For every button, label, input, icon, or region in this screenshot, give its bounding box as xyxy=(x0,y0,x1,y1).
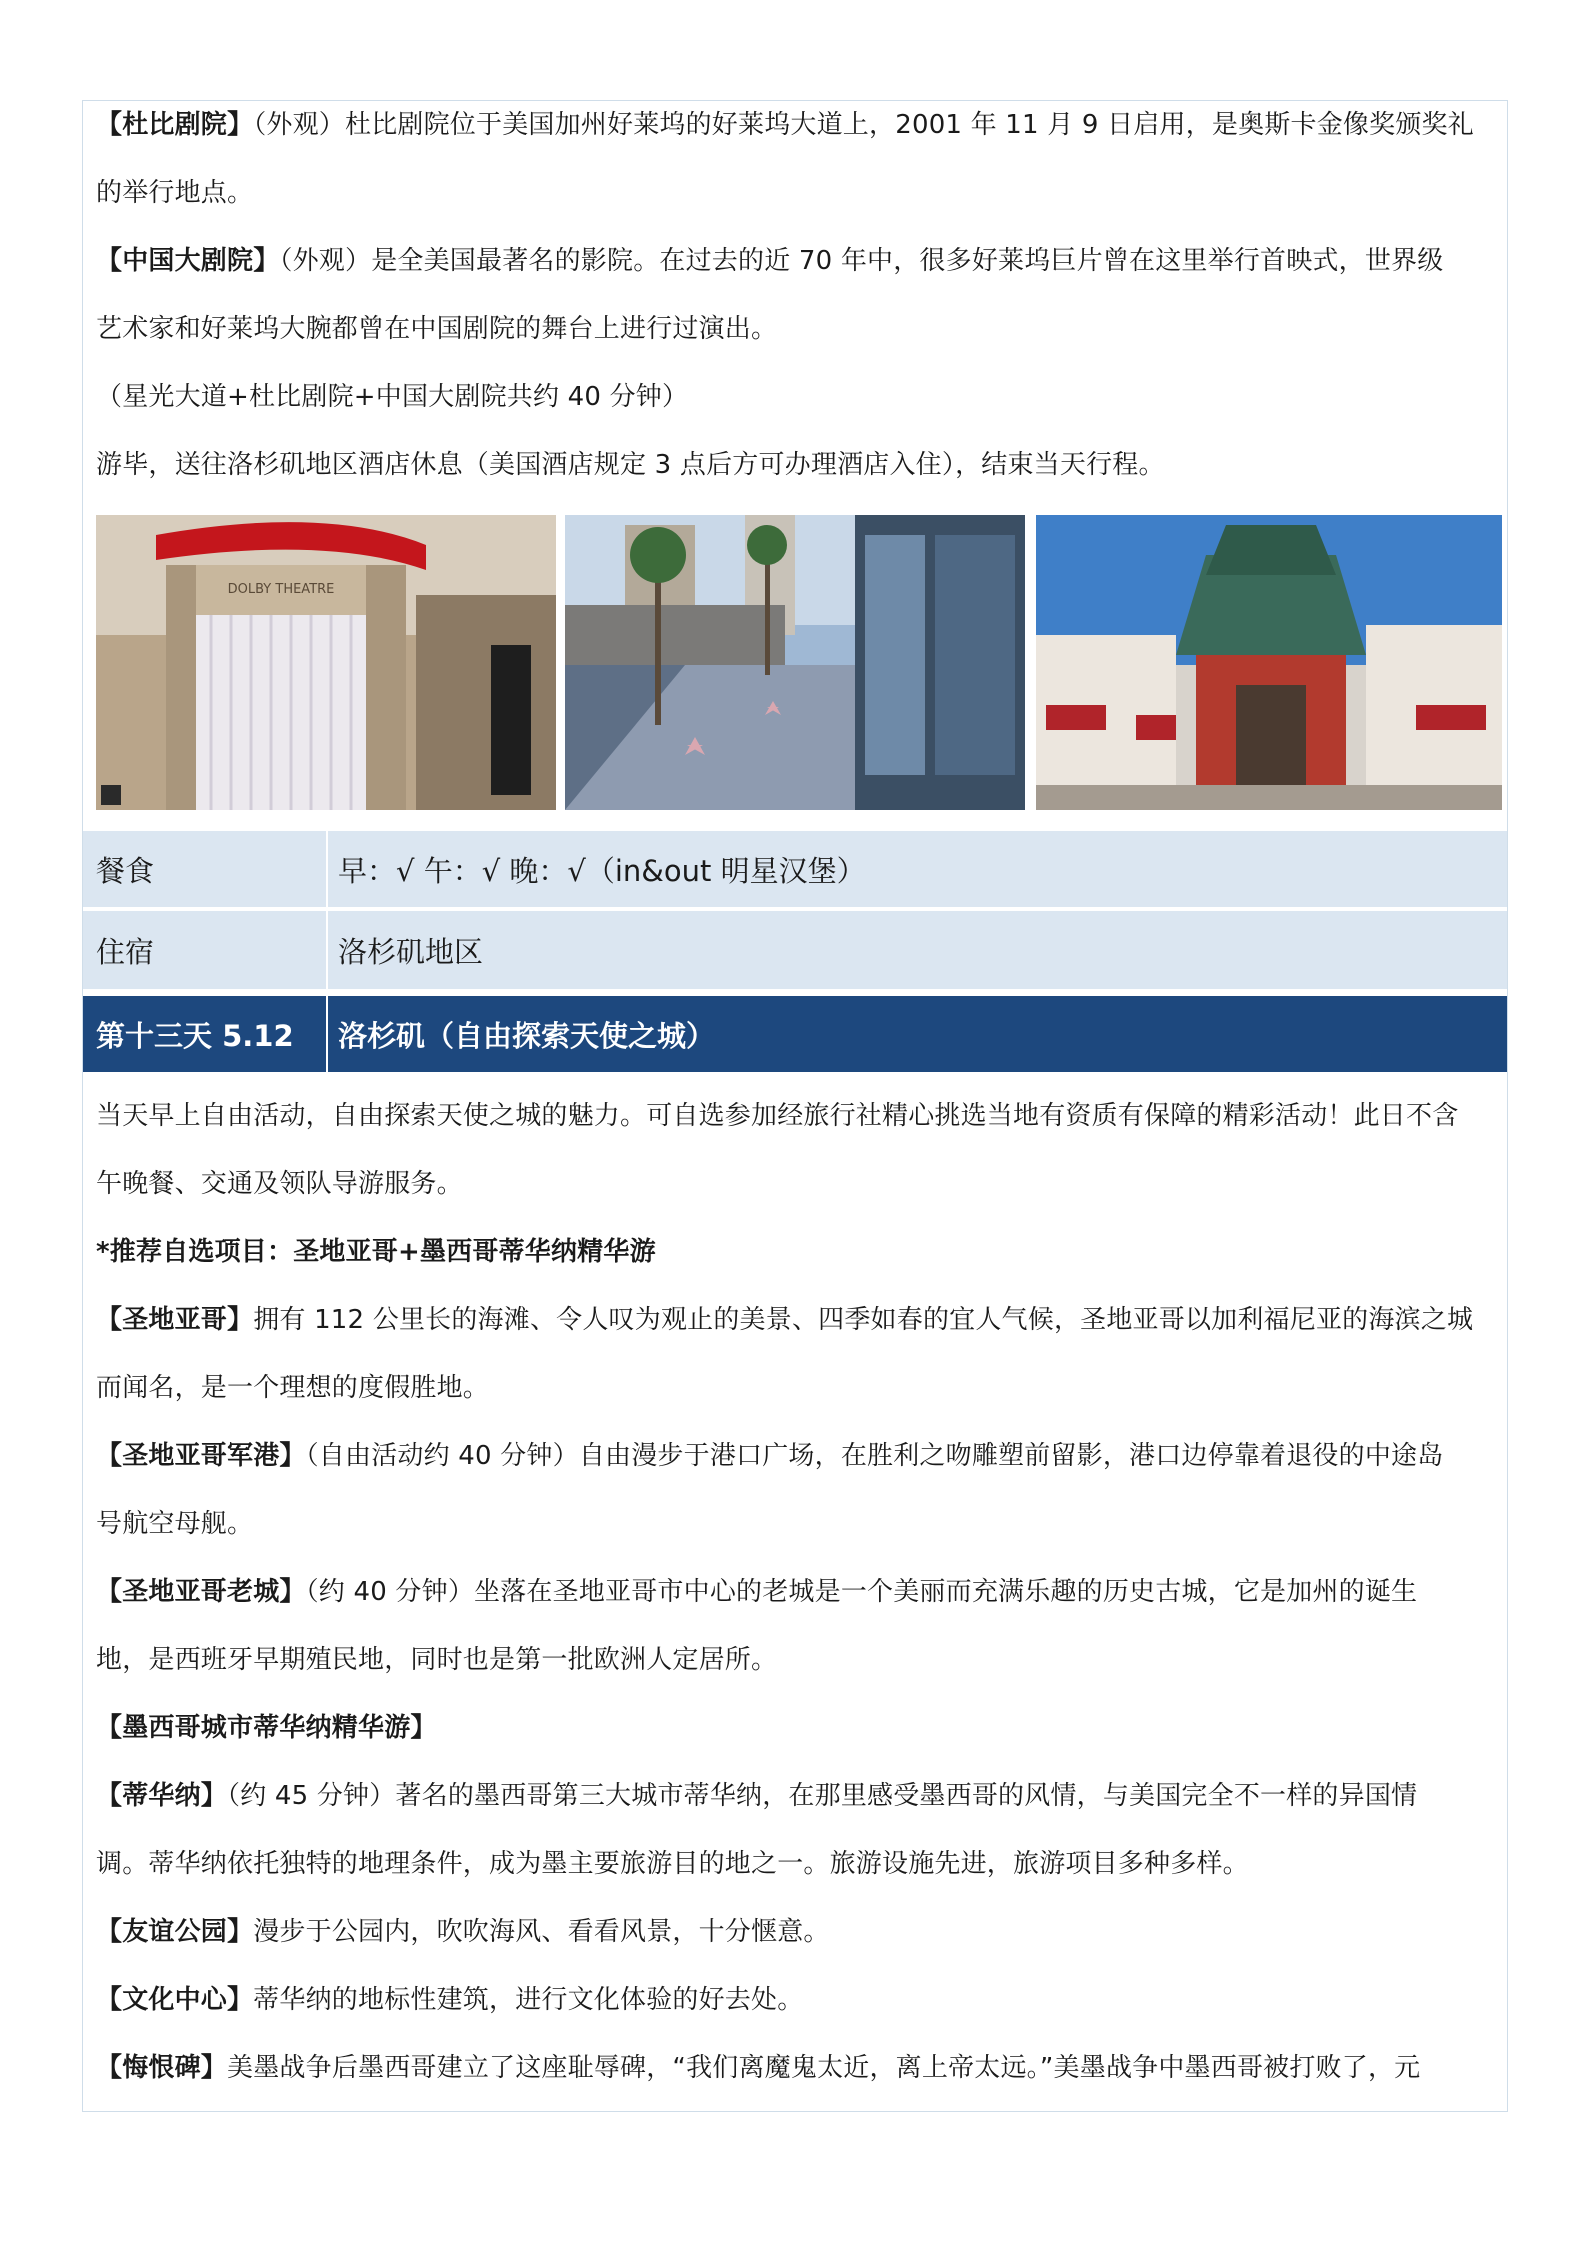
heading-dolby-theatre: 【杜比剧院】 xyxy=(96,110,254,140)
text-friendship-park: 漫步于公园内，吹吹海风、看看风景，十分惬意。 xyxy=(253,1917,830,1947)
paragraph-regret-monument xyxy=(96,2034,1501,2102)
paragraph-navy-port xyxy=(96,1422,1501,1490)
paragraph-chinese-cont: 艺术家和好莱坞大腕都曾在中国剧院的舞台上进行过演出。 xyxy=(96,314,778,344)
day-header xyxy=(83,996,1507,1072)
heading-regret-monument: 【悔恨碑】 xyxy=(96,2053,228,2083)
photo-row xyxy=(96,515,1504,810)
paragraph-cultural-center xyxy=(96,1966,1501,2034)
paragraph-free-activity: 当天早上自由活动，自由探索天使之城的魅力。可自选参加经旅行社精心挑选当地有资质有保障的精彩活动！此日不含 xyxy=(96,1101,1459,1131)
meals-row xyxy=(83,829,1507,907)
paragraph-tijuana xyxy=(96,1762,1501,1830)
heading-old-town: 【圣地亚哥老城】 xyxy=(96,1577,306,1607)
lodging-row xyxy=(83,909,1507,989)
heading-tijuana: 【蒂华纳】 xyxy=(96,1781,228,1811)
lodging-label: 住宿 xyxy=(96,934,155,969)
paragraph-friendship-park xyxy=(96,1898,1501,1966)
day-number: 第十三天 5.12 xyxy=(96,1018,294,1053)
meals-value: 早：√ 午：√ 晚：√（in&out 明星汉堡） xyxy=(338,853,866,888)
row-divider xyxy=(326,911,328,989)
paragraph-old-town xyxy=(96,1558,1501,1626)
dolby-theatre-photo xyxy=(96,515,556,810)
walk-of-fame-photo xyxy=(565,515,1025,810)
chinese-theatre-photo xyxy=(1036,515,1502,810)
paragraph-old-town-cont: 地，是西班牙早期殖民地，同时也是第一批欧洲人定居所。 xyxy=(96,1645,778,1675)
heading-cultural-center: 【文化中心】 xyxy=(96,1985,254,2015)
heading-navy-port: 【圣地亚哥军港】 xyxy=(96,1441,306,1471)
paragraph-free-activity-cont: 午晚餐、交通及领队导游服务。 xyxy=(96,1169,463,1199)
text-san-diego: 拥有 112 公里长的海滩、令人叹为观止的美景、四季如春的宜人气候，圣地亚哥以加利福尼亚的海滨之城 xyxy=(253,1305,1474,1335)
recommended-optional-tour: *推荐自选项目：圣地亚哥+墨西哥蒂华纳精华游 xyxy=(96,1237,656,1267)
text-tijuana: （约 45 分钟）著名的墨西哥第三大城市蒂华纳，在那里感受墨西哥的风情，与美国完全不一样的异国情 xyxy=(227,1781,1418,1811)
text-regret-monument: 美墨战争后墨西哥建立了这座耻辱碑，“我们离魔鬼太近，离上帝太远。”美墨战争中墨西哥被打败了，元 xyxy=(227,2053,1421,2083)
paragraph-navy-port-cont: 号航空母舰。 xyxy=(96,1509,254,1539)
heading-chinese-theatre: 【中国大剧院】 xyxy=(96,246,280,276)
paragraph-hotel-transfer: 游毕，送往洛杉矶地区酒店休息（美国酒店规定 3 点后方可办理酒店入住），结束当天行程。 xyxy=(96,450,1165,480)
paragraph-dolby-cont: 的举行地点。 xyxy=(96,178,254,208)
dolby-sign-text: DOLBY THEATRE xyxy=(227,582,335,597)
text-chinese-theatre: （外观）是全美国最著名的影院。在过去的近 70 年中，很多好莱坞巨片曾在这里举行首映式，世界级 xyxy=(279,246,1444,276)
text-dolby-theatre: （外观）杜比剧院位于美国加州好莱坞的好莱坞大道上，2001 年 11 月 9 日启用，是奥斯卡金像奖颁奖礼 xyxy=(253,110,1474,140)
row-divider xyxy=(326,831,328,907)
lodging-value: 洛杉矶地区 xyxy=(338,934,484,969)
meals-label: 餐食 xyxy=(96,853,155,888)
text-old-town: （约 40 分钟）坐落在圣地亚哥市中心的老城是一个美丽而充满乐趣的历史古城，它是加州的诞生 xyxy=(305,1577,1418,1607)
paragraph-san-diego xyxy=(96,1286,1501,1354)
text-cultural-center: 蒂华纳的地标性建筑，进行文化体验的好去处。 xyxy=(253,1985,804,2015)
paragraph-duration-note: （星光大道+杜比剧院+中国大剧院共约 40 分钟） xyxy=(96,382,689,412)
paragraph-dolby-theatre xyxy=(96,91,1501,159)
text-navy-port: （自由活动约 40 分钟）自由漫步于港口广场，在胜利之吻雕塑前留影，港口边停靠着退役的中途岛 xyxy=(305,1441,1444,1471)
paragraph-tijuana-cont: 调。蒂华纳依托独特的地理条件，成为墨主要旅游目的地之一。旅游设施先进，旅游项目多种多样。 xyxy=(96,1849,1249,1879)
day-title: 洛杉矶（自由探索天使之城） xyxy=(338,1018,716,1053)
header-divider xyxy=(326,996,328,1072)
heading-san-diego: 【圣地亚哥】 xyxy=(96,1305,254,1335)
heading-friendship-park: 【友谊公园】 xyxy=(96,1917,254,1947)
heading-tijuana-tour: 【墨西哥城市蒂华纳精华游】 xyxy=(96,1713,437,1743)
paragraph-chinese-theatre xyxy=(96,227,1501,295)
paragraph-san-diego-cont: 而闻名，是一个理想的度假胜地。 xyxy=(96,1373,490,1403)
